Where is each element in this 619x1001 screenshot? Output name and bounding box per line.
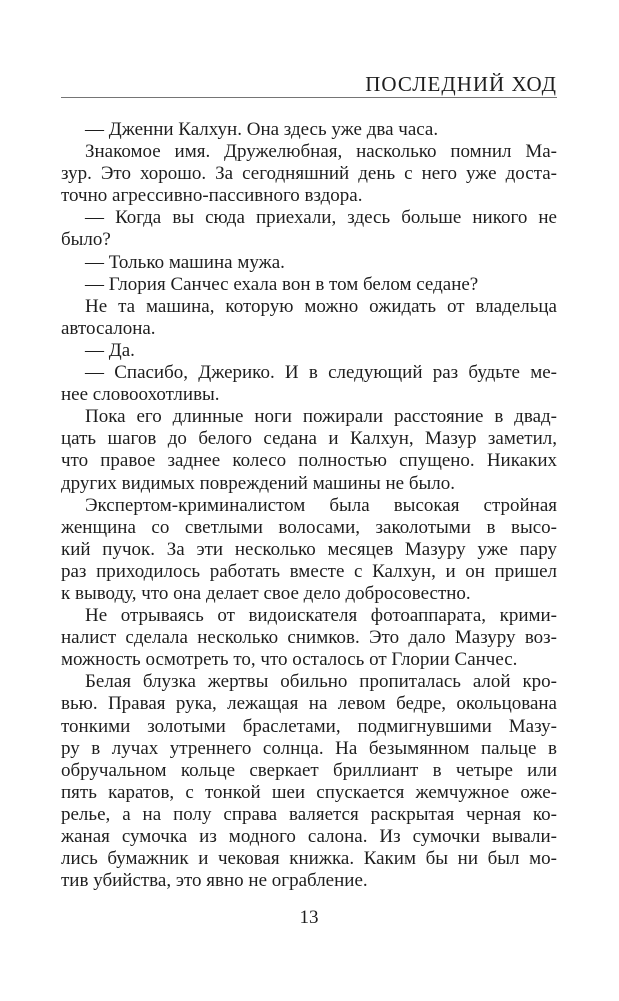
- paragraph: [61, 671, 557, 892]
- text-line: — Да.: [85, 339, 135, 361]
- text-line: что правое заднее колесо полностью спущено. Никаких: [61, 450, 557, 472]
- text-line: Знакомое имя. Дружелюбная, насколько помнил Ма-: [85, 141, 557, 163]
- text-line: Не та машина, которую можно ожидать от владельца: [85, 295, 557, 317]
- text-line: — Дженни Калхун. Она здесь уже два часа.: [85, 119, 439, 140]
- paragraph: [61, 340, 557, 362]
- text-line: нее словоохотливы.: [61, 384, 220, 406]
- text-line: к выводу, что она делает свое дело добросовестно.: [61, 582, 471, 604]
- text-line: пять каратов, с тонкой шеи спускается жемчужное оже-: [61, 781, 557, 803]
- text-line: — Когда вы сюда приехали, здесь больше никого не: [85, 207, 557, 229]
- text-line: Не отрываясь от видоискателя фотоаппарата, крими-: [85, 605, 557, 627]
- text-line: можность осмотреть то, что осталось от Глории Санчес.: [61, 649, 518, 671]
- text-line: кий пучок. За эти несколько месяцев Мазуру уже пару: [61, 538, 557, 560]
- page-footer: [61, 907, 557, 929]
- paragraph: [61, 141, 557, 207]
- paragraph: [61, 406, 557, 494]
- text-line: — Спасибо, Джерико. И в следующий раз будьте ме-: [85, 362, 557, 384]
- running-head-title: ПОСЛЕДНИЙ ХОД: [365, 72, 557, 96]
- text-line: женщина со светлыми волосами, заколотыми в высо-: [61, 516, 557, 538]
- text-line: цать шагов до белого седана и Калхун, Мазур заметил,: [61, 428, 557, 450]
- paragraph: [61, 605, 557, 671]
- text-line: раз приходилось работать вместе с Калхун, и он пришел: [61, 560, 557, 582]
- text-line: релье, а на полу справа валяется раскрытая черная ко-: [61, 803, 557, 825]
- text-line: жаная сумочка из модного салона. Из сумочки вывали-: [61, 826, 557, 847]
- text-line: лись бумажник и чековая книжка. Каким бы ни был мо-: [61, 848, 557, 870]
- paragraph: [61, 274, 557, 296]
- text-line: было?: [61, 229, 111, 251]
- text-line: точно агрессивно-пассивного вздора.: [61, 185, 363, 207]
- paragraph: [61, 252, 557, 274]
- text-line: Белая блузка жертвы обильно пропиталась алой кро-: [85, 671, 557, 693]
- text-line: тив убийства, это явно не ограбление.: [61, 870, 368, 892]
- paragraph: [61, 362, 557, 406]
- text-line: зур. Это хорошо. За сегодняшний день с него уже доста-: [61, 163, 557, 185]
- header-rule: [61, 97, 557, 98]
- paragraph: [61, 207, 557, 251]
- text-line: тонкими золотыми браслетами, подмигнувшими Мазу-: [61, 715, 557, 737]
- text-line: Экспертом-криминалистом была высокая стройная: [85, 494, 557, 516]
- text-line: автосалона.: [61, 317, 156, 339]
- paragraph: [61, 495, 557, 605]
- body-text: [61, 119, 557, 892]
- text-line: вью. Правая рука, лежащая на левом бедре, окольцована: [61, 693, 557, 715]
- text-line: ру в лучах утреннего солнца. На безымянном пальце в: [61, 737, 557, 759]
- paragraph: [61, 296, 557, 340]
- text-line: Пока его длинные ноги пожирали расстояние в двад-: [85, 406, 557, 428]
- text-line: — Глория Санчес ехала вон в том белом седане?: [85, 273, 479, 295]
- text-line: других видимых повреждений машины не было.: [61, 472, 456, 494]
- page-header: [61, 73, 557, 95]
- paragraph: [61, 119, 557, 141]
- text-line: налист сделала несколько снимков. Это дало Мазуру воз-: [61, 627, 557, 649]
- page-number: 13: [299, 907, 319, 929]
- text-line: — Только машина мужа.: [85, 251, 285, 273]
- text-line: обручальном кольце сверкает бриллиант в четыре или: [61, 759, 557, 781]
